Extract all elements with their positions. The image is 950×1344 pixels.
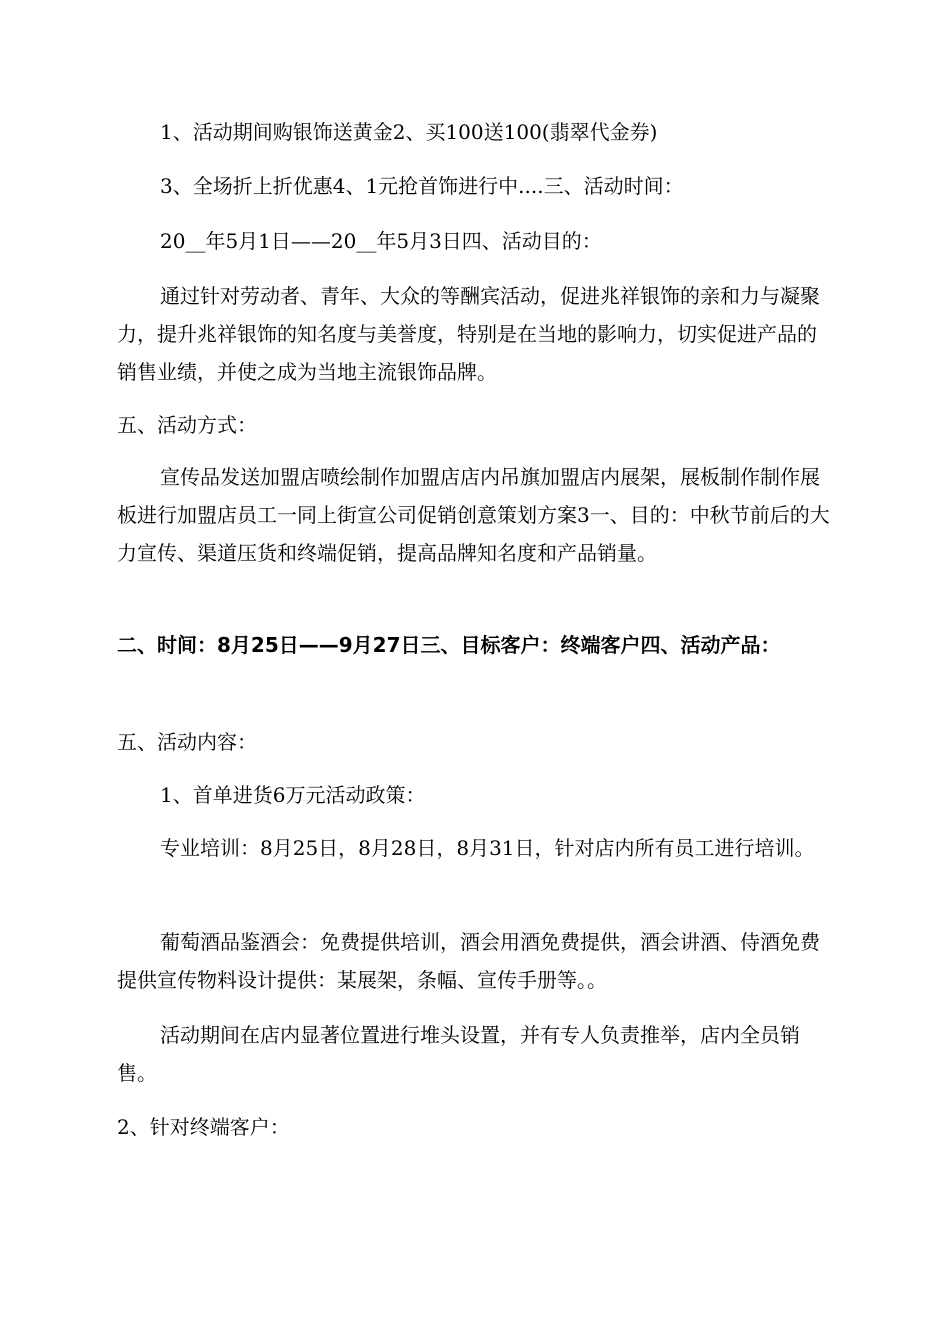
paragraph-first-order-policy: 1、首单进货6万元活动政策： (160, 783, 426, 807)
paragraph-store-display: 活动期间在店内显著位置进行堆头设置，并有专人负责推举，店内全员销售。 (117, 1023, 800, 1085)
paragraph-wine-tasting: 葡萄酒品鉴酒会：免费提供培训，酒会用酒免费提供，酒会讲酒、侍酒免费提供宣传物料设计提供：某展架，条幅、宣传手册等。。 (117, 930, 820, 992)
paragraph-promo-items-2: 3、全场折上折优惠4、1元抢首饰进行中....三、活动时间： (160, 174, 684, 198)
heading-time-customers-products: 二、时间：8月25日——9月27日三、目标客户：终端客户四、活动产品： (117, 633, 781, 657)
paragraph-promo-items-1: 1、活动期间购银饰送黄金2、买100送100(翡翠代金券) (160, 120, 658, 144)
heading-activity-content: 五、活动内容： (117, 730, 257, 754)
heading-end-customers: 2、针对终端客户： (117, 1115, 290, 1139)
heading-activity-method: 五、活动方式： (117, 413, 257, 437)
paragraph-activity-time: 20__年5月1日——20__年5月3日四、活动目的： (160, 229, 602, 253)
paragraph-activity-purpose: 通过针对劳动者、青年、大众的等酬宾活动，促进兆祥银饰的亲和力与凝聚力，提升兆祥银饰的知名度与美誉度，特别是在当地的影响力，切实促进产品的销售业绩，并使之成为当地主流银饰品牌。 (117, 284, 820, 384)
paragraph-activity-method: 宣传品发送加盟店喷绘制作加盟店店内吊旗加盟店内展架，展板制作制作展板进行加盟店员工一同上街宣公司促销创意策划方案3一、目的：中秋节前后的大力宣传、渠道压货和终端促销，提高品牌知名度和产品销量。 (117, 465, 830, 565)
paragraph-training: 专业培训：8月25日，8月28日，8月31日，针对店内所有员工进行培训。 (160, 836, 815, 860)
